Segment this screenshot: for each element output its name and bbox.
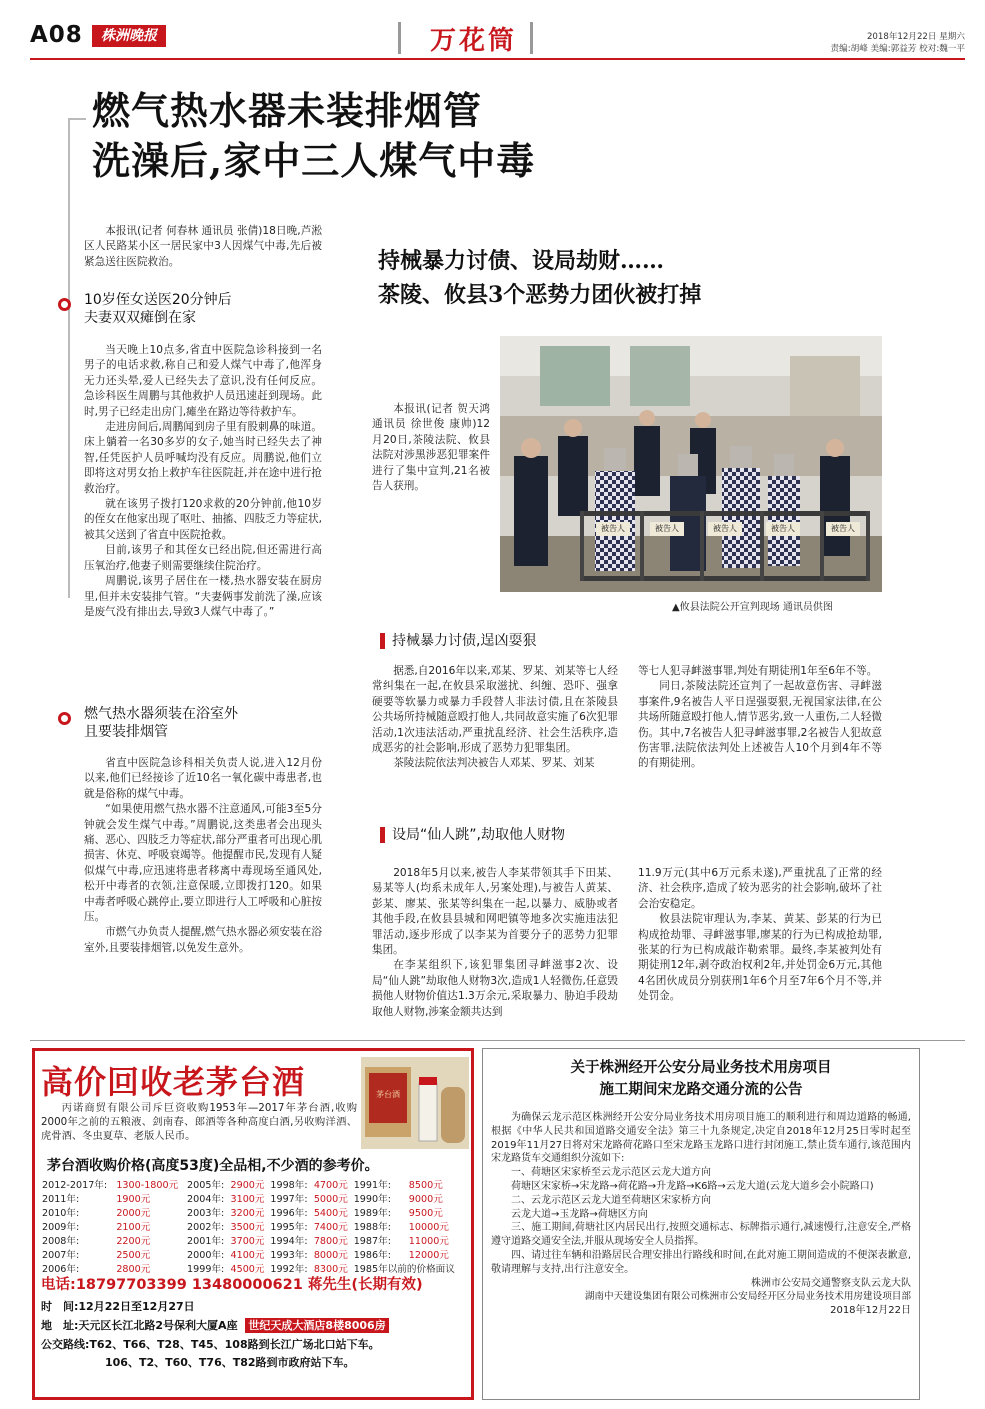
price-value: 10000元 [408,1222,449,1233]
time-line: 时 间:12月22日至12月27日 [41,1300,195,1313]
price-value: 9000元 [408,1194,443,1205]
paragraph: 2018年5月以来,被告人李某带领其手下田某、易某等人(均系未成年人,另案处理),与被告人黄某、彭某、廖某、张某等纠集在一起,以暴力、威胁或者其他手段,在攸县县城和网吧镇等地多次实施违法犯罪活动,逐步形成了以李某为首要分子的恶势力犯罪集团。 [372,867,618,957]
moutai-ad [32,1048,474,1400]
price-value: 7400元 [313,1222,348,1233]
article1-subhead1: 10岁侄女送医20分钟后 夫妻双双瘫倒在家 [84,292,232,326]
price-value: 4500元 [230,1264,265,1275]
price-row [41,1177,467,1191]
paragraph: 省直中医院急诊科相关负责人说,进入12月份以来,他们已经接诊了近10名一氧化碳中毒患者,也就是俗称的煤气中毒。 [84,757,322,800]
bullet-circle-icon [58,298,71,311]
bullet-circle-icon [58,712,71,725]
article1-headline-line1: 燃气热水器未装排烟管 [92,88,483,133]
paragraph: 11.9万元(其中6万元系未遂),严重扰乱了正常的经济、社会秩序,造成了较为恶劣的社会影响,破坏了社会治安稳定。 [638,867,882,910]
paragraph: 三、施工期间,荷塘社区内居民出行,按照交通标志、标牌指示通行,减速慢行,注意安全,严格遵守道路交通安全法,并服从现场安全人员指挥。 [491,1222,911,1248]
subhead-marker-icon [380,827,385,843]
page-header [0,0,985,62]
price-value: 12000元 [408,1250,449,1261]
photo-caption: ▲攸县法院公开宣判现场 通讯员供图 [672,602,833,613]
dock-label: 被告人 [601,524,625,533]
paragraph: 就在该男子拨打120求救的20分钟前,他10岁的侄女在他家出现了呕吐、抽搐、四肢乏力等症状,被其父送到了省直中医院抢救。 [84,498,322,541]
phone-line: 电话:18797703399 13480000621 蒋先生(长期有效) [41,1277,423,1293]
price-year: 2005年: [187,1180,225,1191]
price-year: 2007年: [42,1250,80,1261]
price-value: 3200元 [230,1208,265,1219]
paragraph: 一、荷塘区宋家桥至云龙示范区云龙大道方向 [511,1167,711,1179]
price-year: 2012-2017年: [42,1180,108,1191]
price-value: 5000元 [313,1194,348,1205]
article1-body1 [84,343,322,620]
dock-label: 被告人 [831,524,855,533]
ad-contacts [41,1273,471,1370]
price-year: 1986年: [353,1250,391,1261]
price-year: 1999年: [187,1264,225,1275]
price-year: 1987年: [353,1236,391,1247]
paper-name-logo: 株洲晚报 [92,25,166,47]
price-year: 1985年以前的价格面议 [353,1264,455,1275]
price-year: 2008年: [42,1236,80,1247]
paragraph: 攸县法院审理认为,李某、黄某、彭某的行为已构成抢劫罪、寻衅滋事罪,廖某的行为已构成抢劫罪,张某的行为已构成敲诈勒索罪。最终,李某被判处有期徒刑12年,剥夺政治权利2年,并处罚金6万元,其他4名团伙成员分别获刑1年6个月至7年6个月不等,并处罚金。 [638,913,882,1003]
paragraph: 目前,该男子和其侄女已经出院,但还需进行高压氧治疗,他妻子则需要继续住院治疗。 [84,544,322,572]
price-year: 1995年: [270,1222,308,1233]
article1-headline-line2: 洗澡后,家中三人煤气中毒 [92,138,536,183]
article2-headline-line2: 茶陵、攸县3个恶势力团伙被打掉 [378,282,702,308]
paragraph: 二、云龙示范区云龙大道至荷塘区宋家桥方向 [511,1194,711,1206]
paragraph: 当天晚上10点多,省直中医院急诊科接到一名男子的电话求救,称自己和爱人煤气中毒了,他浑身无力还头晕,爱人已经失去了意识,没有任何反应。急诊科医生周鹏与其他救护人员迅速赶到现场。此时,男子已经走出房门,瘫坐在路边等待救护车。 [84,344,322,418]
bus-line: 公交路线:T62、T66、T28、T45、108路到长江广场北口站下车。 [41,1338,380,1351]
price-value: 3100元 [230,1194,265,1205]
notice-title: 关于株洲经开公安分局业务技术用房项目 施工期间宋龙路交通分流的公告 [570,1060,832,1098]
bottle-box-label: 茅台酒 [376,1090,400,1099]
subhead-marker-icon [380,633,385,649]
price-year: 2001年: [187,1236,225,1247]
price-row [41,1191,467,1205]
article1-lead: 本报讯(记者 何春林 通讯员 张倩)18日晚,芦淞区人民路某小区一居民家中3人因煤气中毒,先后被紧急送往医院救治。 [84,225,322,268]
notice-body [491,1111,911,1318]
traffic-notice [482,1048,920,1400]
price-value: 3500元 [230,1222,265,1233]
price-year: 2000年: [187,1250,225,1261]
court-scene-image [500,336,882,592]
price-table [41,1177,467,1275]
article2-lead: 本报讯(记者 贺天鸿 通讯员 徐世俊 康帅)12月20日,茶陵法院、攸县法院对涉黑涉恶犯罪案件进行了集中宣判,21名被告人获刑。 [372,403,490,493]
price-row [41,1205,467,1219]
price-value: 8300元 [313,1264,348,1275]
price-value: 4100元 [230,1250,265,1261]
dock-label: 被告人 [655,524,679,533]
notice-date: 2018年12月22日 [830,1305,911,1317]
moutai-bottle-image [361,1057,469,1149]
price-title: 茅台酒收购价格(高度53度)全品相,不少酒的参考价。 [47,1158,379,1174]
price-value: 2800元 [116,1264,151,1275]
price-value: 3700元 [230,1236,265,1247]
article2-subhead1: 持械暴力讨债,逞凶耍狠 [380,630,536,650]
price-value: 4700元 [313,1180,348,1191]
price-year: 2004年: [187,1194,225,1205]
paragraph: 荷塘区宋家桥→宋龙路→荷花路→升龙路→K6路→云龙大道(云龙大道乡会小院路口) [511,1180,874,1192]
price-value: 7800元 [313,1236,348,1247]
paragraph: 周鹏说,该男子居住在一楼,热水器安装在厨房里,但并未安装排气管。“夫妻俩事发前洗了澡,应该是废气没有排出去,导致3人煤气中毒了。” [84,575,322,618]
address-highlight: 世纪天成大酒店8楼8006房 [245,1318,388,1333]
section-title: 万花筒 [430,26,518,56]
article1-body2 [84,756,322,956]
article2-headline [378,244,701,312]
price-year: 2011年: [42,1194,80,1205]
article2-subhead2: 设局“仙人跳”,劫取他人财物 [380,824,565,844]
price-value: 5400元 [313,1208,348,1219]
page-number: A08 [30,22,83,48]
paragraph: “如果使用燃气热水器不注意通风,可能3至5分钟就会发生煤气中毒。”周鹏说,这类患者会出现头痛、恶心、四肢乏力等症状,部分严重者可出现心肌损害、休克、呼吸衰竭等。他提醒市民,发现有人疑似煤气中毒,应迅速将患者移离中毒现场至通风处,松开中毒者的衣领,注意保暖,立即拨打120。如果中毒者呼吸心跳停止,要立即进行人工呼吸和心脏按压。 [84,803,322,924]
article1-headline [92,86,535,186]
header-divider-right [530,22,533,54]
price-value: 1900元 [116,1194,151,1205]
price-year: 2002年: [187,1222,225,1233]
paragraph: 据悉,自2016年以来,邓某、罗某、刘某等七人经常纠集在一起,在攸县采取滋扰、纠缠、恐吓、强拿硬要等软暴力或暴力手段替人非法讨债,且在茶陵县公共场所持械随意殴打他人,共同故意实施了6次犯罪活动,1次违法活动,严重扰乱经济、社会生活秩序,造成恶劣的社会影响,形成了恶势力犯罪集团。 [372,665,618,755]
price-value: 2500元 [116,1250,151,1261]
price-value: 2900元 [230,1180,265,1191]
paragraph: 走进房间后,周鹏闻到房子里有股刺鼻的味道。床上躺着一名30多岁的女子,她当时已经失去了神智,任凭医护人员呼喊均没有反应。周鹏说,他们立即将这对男女抬上救护车往医院赶,并在途中进行抢救治疗。 [84,421,322,495]
notice-signature-2: 湖南中天建设集团有限公司株洲市公安局经开区分局业务技术用房建设项目部 [584,1291,911,1303]
article2-sec2-col2 [638,866,882,1005]
header-rule [30,58,965,60]
bus-line-2: 106、T2、T60、T76、T82路到市政府站下车。 [105,1356,355,1369]
price-row [41,1219,467,1233]
court-photo [500,336,882,592]
dock-label: 被告人 [713,524,737,533]
price-value: 8000元 [313,1250,348,1261]
price-year: 1996年: [270,1208,308,1219]
price-year: 1998年: [270,1180,308,1191]
price-year: 1997年: [270,1194,308,1205]
price-year: 1994年: [270,1236,308,1247]
article2-sec1-col2 [638,664,882,772]
article2-headline-line1: 持械暴力讨债、设局劫财…… [378,248,665,274]
address-line: 地 址:天元区长江北路2号保利大厦A座 世纪天成大酒店8楼8006房 [41,1317,471,1333]
price-row [41,1247,467,1261]
paragraph: 同日,茶陵法院还宣判了一起故意伤害、寻衅滋事案件,9名被告人平日逞强耍狠,无视国家法律,在公共场所随意殴打他人,情节恶劣,致一人重伤,二人轻微伤。其中,7名被告人犯寻衅滋事罪,2名被告人犯故意伤害罪,法院依法判处上述被告人10个月到4年不等的有期徒刑。 [638,680,882,770]
ad-intro: 丙诺商贸有限公司斥巨资收购1953年—2017年茅台酒,收购2000年之前的五粮液、剑南春、郎酒等各种高度白酒,另收购洋酒、虎骨酒、冬虫夏草、老版人民币。 [41,1102,357,1143]
price-year: 1992年: [270,1264,308,1275]
article2-sec1-col1 [372,664,618,772]
price-grid [41,1177,467,1275]
paragraph: 云龙大道→玉龙路→荷塘区方向 [511,1208,648,1220]
paragraph: 在李某组织下,该犯罪集团寻衅滋事2次、设局“仙人跳”劫取他人财物3次,造成1人轻微伤,任意毁损他人财物价值达1.3万余元,采取暴力、胁迫手段劫取他人财物,涉案金额共达到 [372,959,618,1018]
price-value: 11000元 [408,1236,449,1247]
price-year: 1990年: [353,1194,391,1205]
price-year: 1991年: [353,1180,391,1191]
price-year: 1993年: [270,1250,308,1261]
issue-date: 2018年12月22日 星期六 [866,32,965,42]
price-value: 1300-1800元 [116,1180,179,1191]
price-value: 9500元 [408,1208,443,1219]
paragraph: 市燃气办负责人提醒,燃气热水器必须安装在浴室外,且要装排烟管,以免发生意外。 [84,926,322,954]
liquor-bottles-icon [361,1057,469,1149]
phone-numbers: 18797703399 13480000621 蒋先生(长期有效) [75,1277,423,1293]
dock-label: 被告人 [771,524,795,533]
notice-signature-1: 株洲市公安局交通警察支队云龙大队 [751,1277,911,1289]
price-value: 8500元 [408,1180,443,1191]
price-year: 1989年: [353,1208,391,1219]
ad-title: 高价回收老茅台酒 [41,1063,306,1101]
price-row [41,1233,467,1247]
paragraph: 茶陵法院依法判决被告人邓某、罗某、刘某 [393,757,595,770]
price-year: 2010年: [42,1208,80,1219]
paragraph: 为确保云龙示范区株洲经开公安分局业务技术用房项目施工的顺利进行和周边道路的畅通,根据《中华人民共和国道路交通安全法》第三十九条规定,决定自2018年12月25日零时起至2019年11月27日将对宋龙路荷花路口至宋龙路玉龙路口进行封闭施工,禁止货车通行,该范围内宋龙路货车交通组织分流如下: [491,1112,911,1165]
paragraph: 等七人犯寻衅滋事罪,判处有期徒刑1年至6年不等。 [638,665,878,677]
price-value: 2000元 [116,1208,151,1219]
paragraph: 四、请过往车辆和沿路居民合理安排出行路线和时间,在此对施工期间造成的不便深表歉意,敬请理解与支持,出行注意安全。 [491,1249,911,1275]
price-year: 2006年: [42,1264,80,1275]
editor-credits: 责编:胡峰 美编:郭益芳 校对:魏一平 [830,44,965,54]
section-separator [30,1040,965,1041]
price-year: 2003年: [187,1208,225,1219]
header-divider-left [398,22,401,54]
article1-subhead2: 燃气热水器须装在浴室外 且要装排烟管 [84,706,238,740]
price-value: 2100元 [116,1222,151,1233]
price-value: 2200元 [116,1236,151,1247]
price-year: 1988年: [353,1222,391,1233]
article2-sec2-col1 [372,866,618,1020]
price-year: 2009年: [42,1222,80,1233]
